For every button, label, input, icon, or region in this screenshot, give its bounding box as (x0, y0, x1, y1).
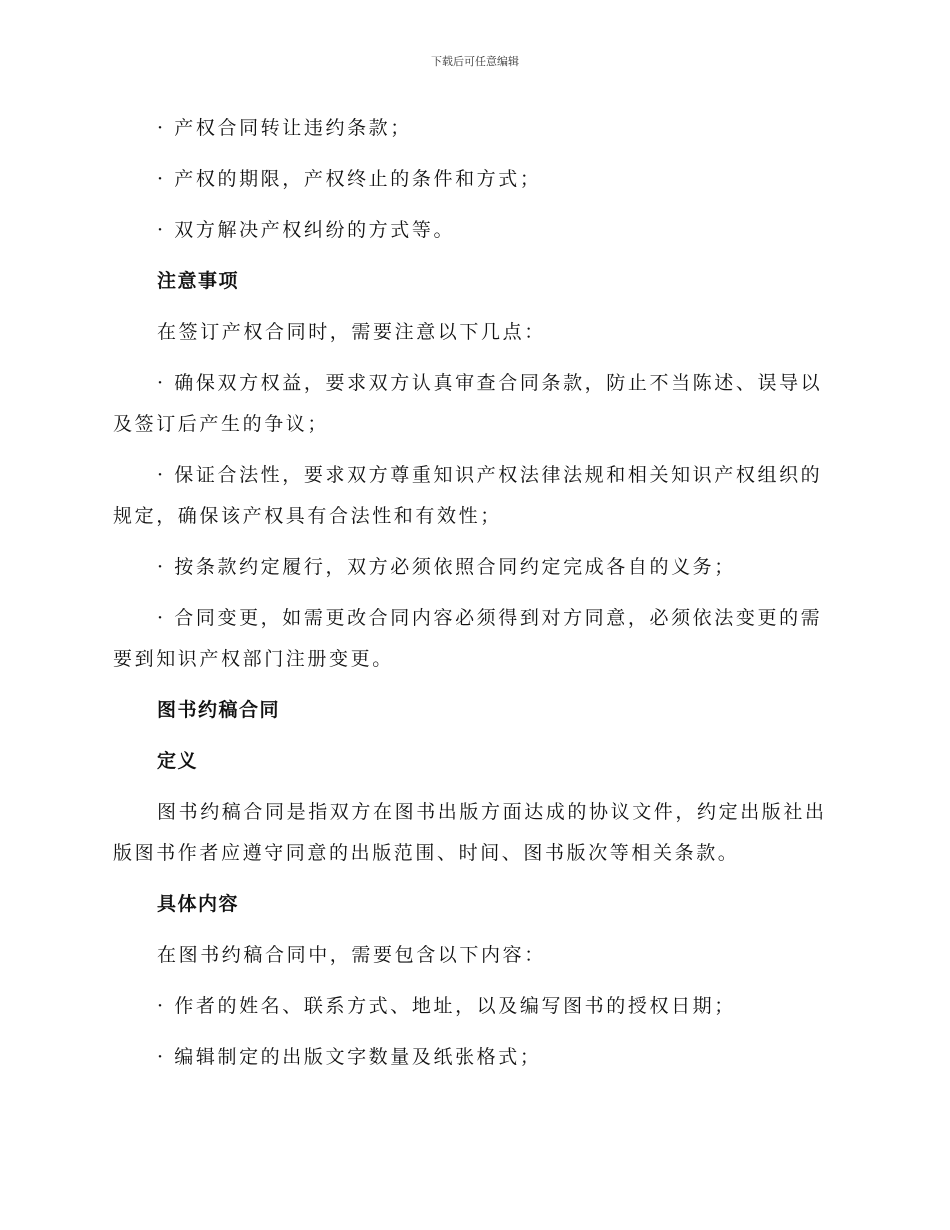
text-line: 图书约稿合同是指双方在图书出版方面达成的协议文件，约定出版社出 (157, 801, 827, 823)
text-line: · 按条款约定履行，双方必须依照合同约定完成各自的义务； (157, 556, 736, 578)
heading-text: 定义 (157, 750, 199, 772)
bullet-item (113, 598, 835, 680)
paragraph (113, 312, 835, 353)
bullet-item (113, 108, 835, 149)
text-line: · 保证合法性，要求双方尊重知识产权法律法规和相关知识产权组织的 (157, 464, 823, 486)
text-line: · 产权的期限，产权终止的条件和方式； (157, 168, 542, 190)
text-line: · 编辑制定的出版文字数量及纸张格式； (157, 1046, 542, 1068)
text-line: · 双方解决产权纠纷的方式等。 (157, 219, 456, 241)
text-line: 及签订后产生的争议； (113, 413, 330, 435)
bullet-item (113, 210, 835, 251)
paragraph (113, 935, 835, 976)
heading-text: 图书约稿合同 (157, 699, 281, 721)
section-heading (113, 690, 835, 731)
text-line: · 合同变更，如需更改合同内容必须得到对方同意，必须依法变更的需 (157, 607, 823, 629)
text-line: 规定，确保该产权具有合法性和有效性； (113, 505, 502, 527)
text-line: 版图书作者应遵守同意的出版范围、时间、图书版次等相关条款。 (113, 842, 740, 864)
bullet-item (113, 547, 835, 588)
bullet-item (113, 1037, 835, 1078)
heading-text: 具体内容 (157, 893, 240, 915)
text-line: 要到知识产权部门注册变更。 (113, 648, 394, 670)
text-line: · 作者的姓名、联系方式、地址，以及编写图书的授权日期； (157, 995, 736, 1017)
text-line: 在图书约稿合同中，需要包含以下内容： (157, 944, 546, 966)
bullet-item (113, 363, 835, 445)
text-line: 在签订产权合同时，需要注意以下几点： (157, 321, 546, 343)
section-heading (113, 741, 835, 782)
bullet-item (113, 986, 835, 1027)
text-line: · 确保双方权益，要求双方认真审查合同条款，防止不当陈述、误导以 (157, 372, 823, 394)
section-heading (113, 261, 835, 302)
text-line: · 产权合同转让违约条款； (157, 117, 412, 139)
page-header: 下载后可任意编辑 (431, 55, 519, 68)
section-heading (113, 884, 835, 925)
bullet-item (113, 455, 835, 537)
document-body (113, 108, 835, 1088)
heading-text: 注意事项 (157, 270, 240, 292)
bullet-item (113, 159, 835, 200)
paragraph (113, 792, 835, 874)
